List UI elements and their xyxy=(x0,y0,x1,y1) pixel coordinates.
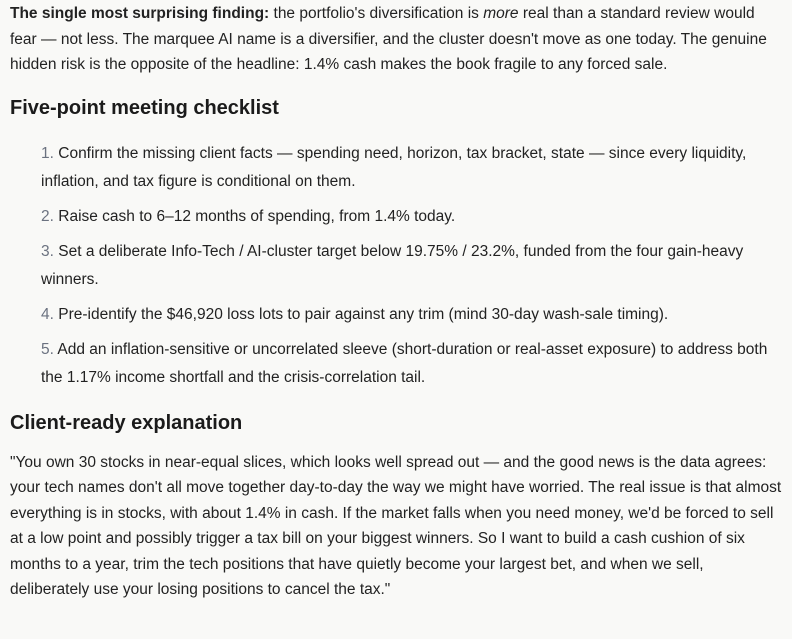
finding-text-after: real than a standard review would fear — not less. The marquee AI name is a diversifier, and the cluster doesn't move as one today. The genuine hidden risk is the opposite of the headline: 1.4% cash makes the book fragile to any forced sale. xyxy=(10,5,767,73)
finding-emphasis: more xyxy=(483,5,519,22)
checklist-item-text: Set a deliberate Info-Tech / AI-cluster target below 19.75% / 23.2%, funded from the four gain-heavy winners. xyxy=(41,242,744,288)
finding-text-before: the portfolio's diversification is xyxy=(269,5,484,22)
client-explanation-quote: "You own 30 stocks in near-equal slices, which looks well spread out — and the good news is the data agrees: your tech names don't all move together day-to-day the way we might have worried. The real issue is that almost everything is in stocks, with about 1.4% in cash. If the market falls when you need money, we'd be forced to sell at a low point and possibly trigger a tax bill on your biggest winners. So I want to build a cash cushion of six months to a year, trim the tech positions that have quietly become your largest bet, and when we sell, deliberately use your losing positions to cancel the tax." xyxy=(10,453,782,598)
checklist-item-text: Confirm the missing client facts — spending need, horizon, tax bracket, state — since every liquidity, inflation, and tax figure is conditional on them. xyxy=(41,144,747,190)
finding-lead: The single most surprising finding: xyxy=(10,5,270,22)
checklist-item-number: 5. xyxy=(41,340,54,358)
checklist-item-text: Pre-identify the $46,920 loss lots to pair against any trim (mind 30-day wash-sale timing). xyxy=(58,305,669,323)
checklist xyxy=(10,140,782,392)
checklist-item-text: Add an inflation-sensitive or uncorrelated sleeve (short-duration or real-asset exposure) to address both the 1.17% income shortfall and the crisis-correlation tail. xyxy=(41,340,768,386)
checklist-item xyxy=(41,238,782,294)
checklist-item xyxy=(41,336,782,392)
checklist-item xyxy=(41,203,782,231)
checklist-item-number: 3. xyxy=(41,242,54,260)
finding-paragraph xyxy=(10,1,782,78)
checklist-item-number: 1. xyxy=(41,144,54,162)
checklist-item-text: Raise cash to 6–12 months of spending, from 1.4% today. xyxy=(58,207,456,225)
checklist-item xyxy=(41,140,782,196)
checklist-item xyxy=(41,301,782,329)
checklist-item-number: 2. xyxy=(41,207,54,225)
checklist-heading: Five-point meeting checklist xyxy=(10,96,279,119)
explanation-heading: Client-ready explanation xyxy=(10,411,243,434)
checklist-item-number: 4. xyxy=(41,305,54,323)
